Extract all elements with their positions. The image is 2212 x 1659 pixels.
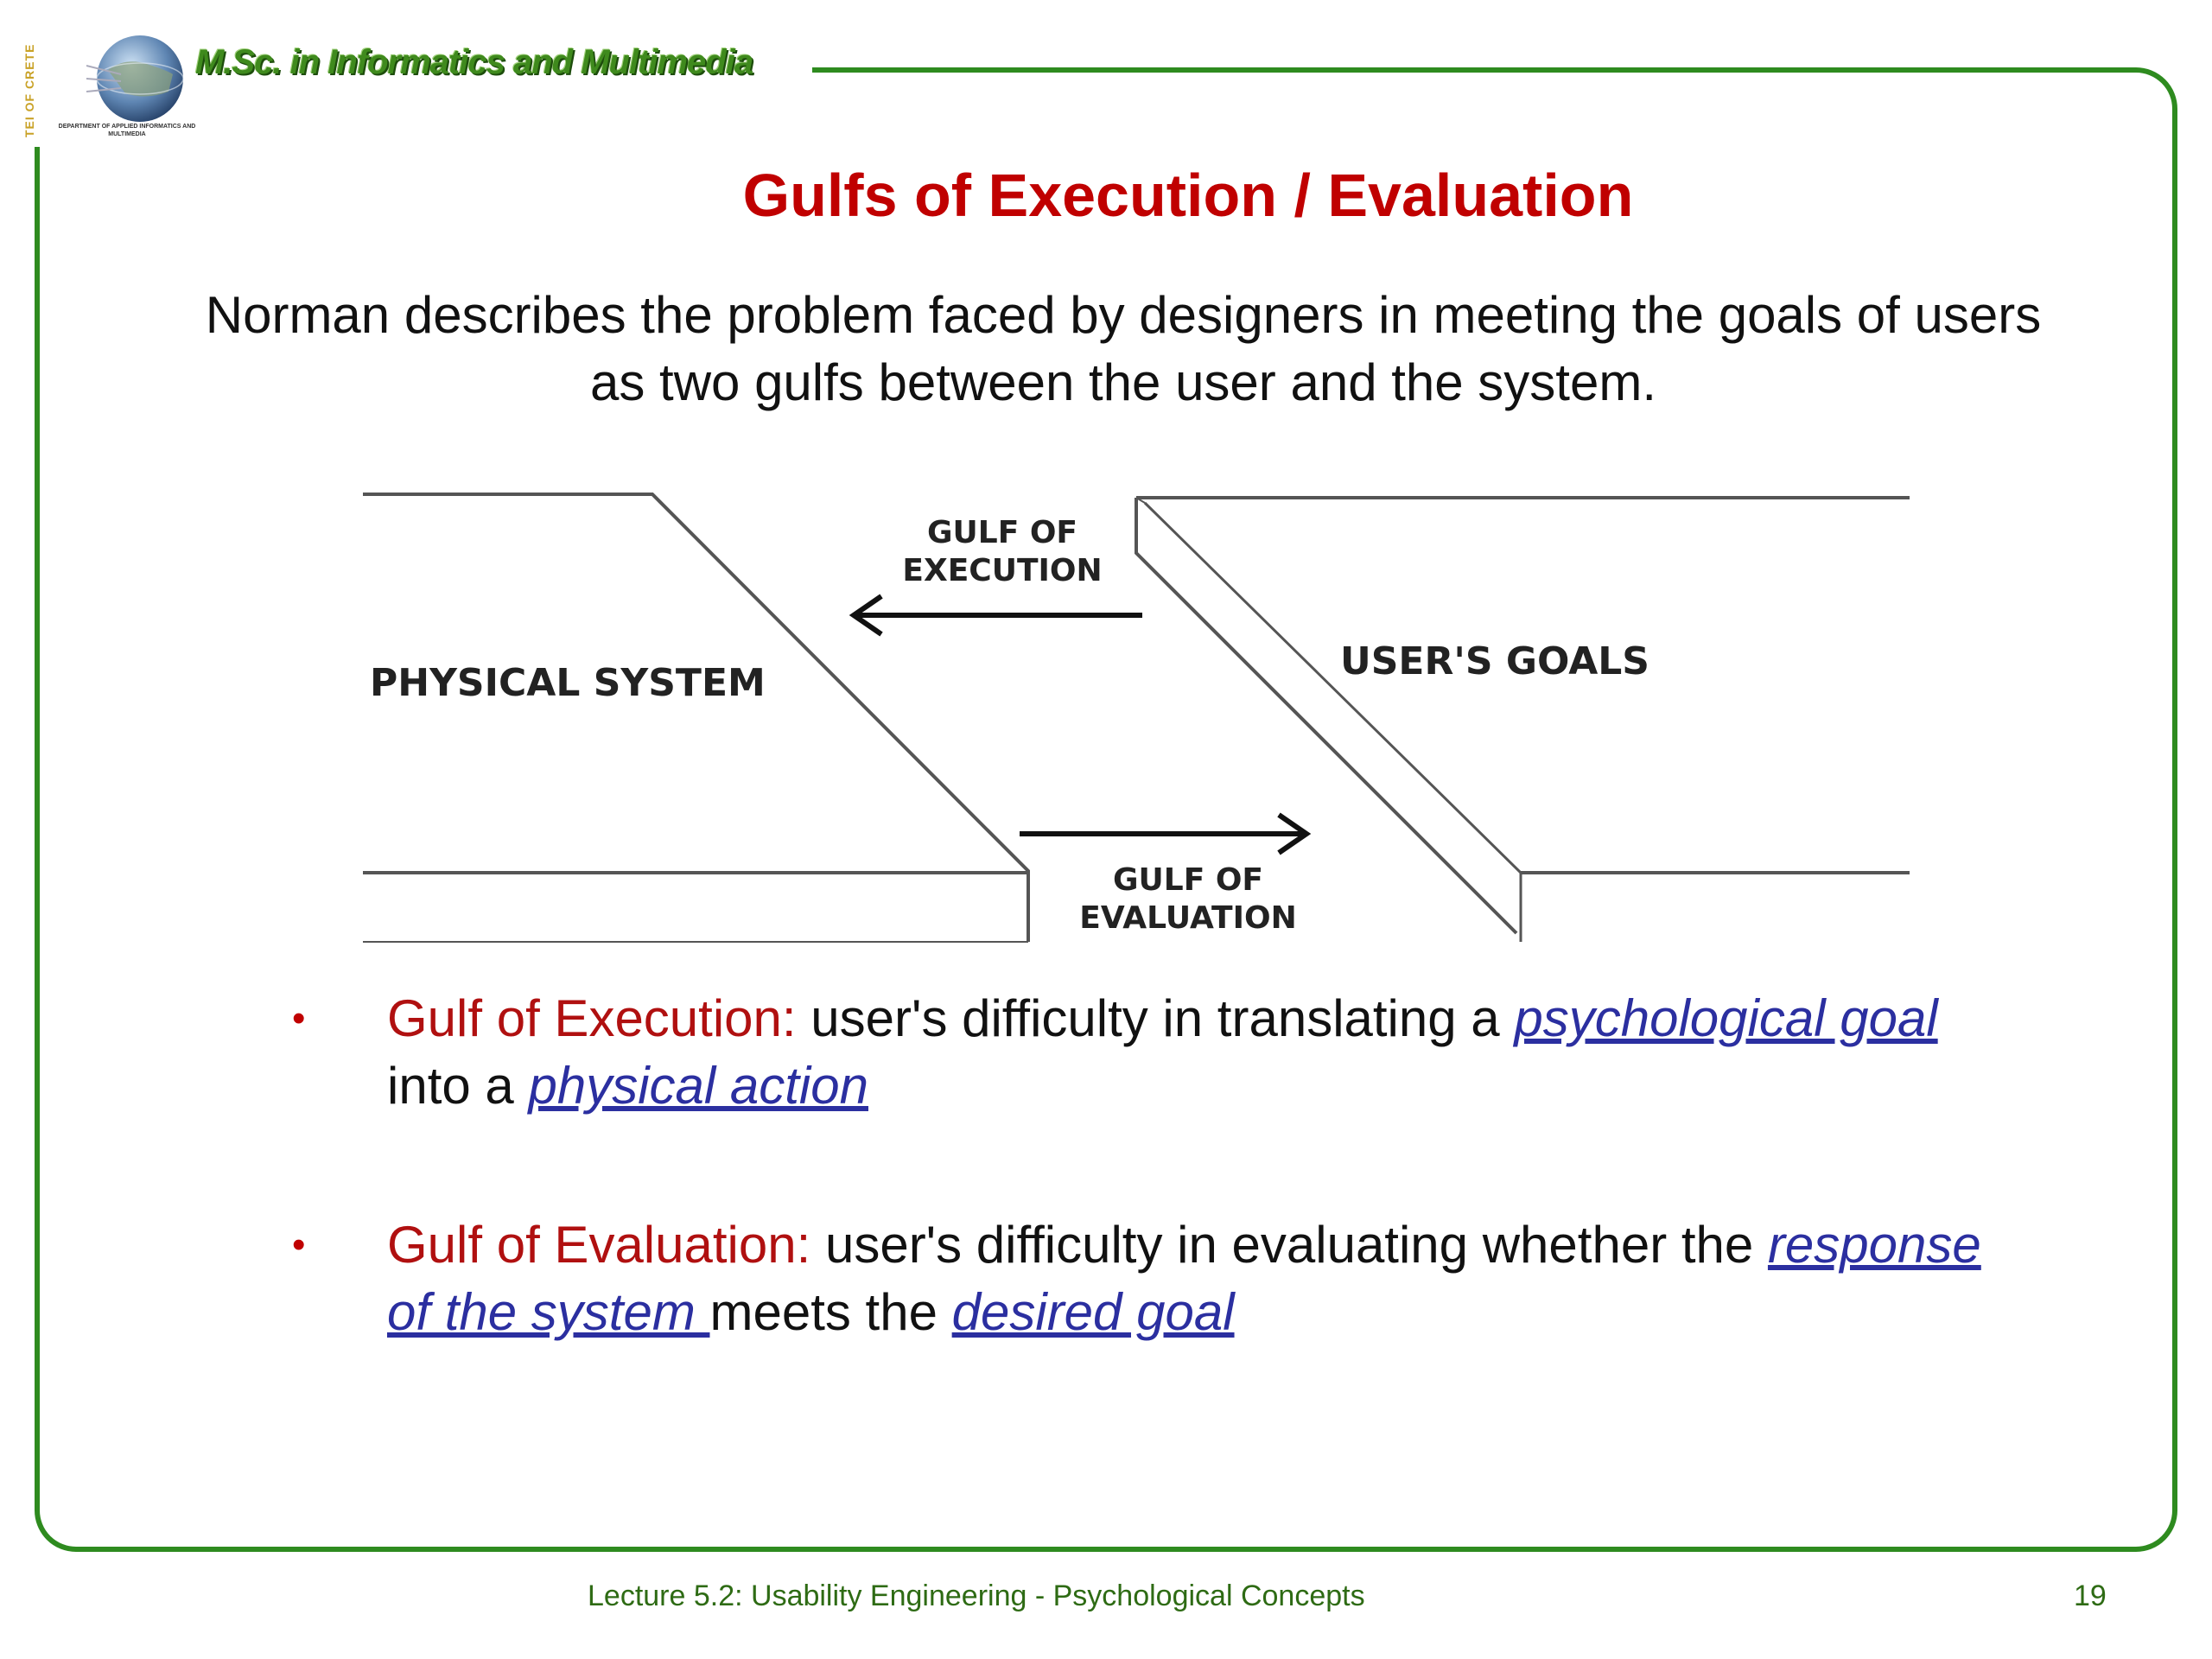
bullet-text: user's difficulty in evaluating whether the — [810, 1216, 1768, 1274]
link-desired-goal[interactable]: desired goal — [951, 1283, 1235, 1341]
institution-side-text: TEI OF CRETE — [22, 43, 36, 138]
intro-paragraph: Norman describes the problem faced by designers in meeting the goals of users as two gulfs between the user and the system. — [205, 286, 2042, 411]
link-psychological-goal[interactable]: psychological goal — [1514, 989, 1938, 1047]
program-title: M.Sc. in Informatics and Multimedia — [195, 43, 753, 81]
globe-logo-icon — [86, 31, 190, 126]
users-goals-label: USER'S GOALS — [1340, 639, 1649, 683]
bullet-item-execution — [285, 985, 2013, 1120]
bullet-text: meets the — [709, 1283, 952, 1341]
bullet-item-evaluation — [285, 1211, 2013, 1346]
bullet-text: into a — [387, 1057, 529, 1115]
bullet-marker: • — [292, 997, 306, 1039]
execution-label-line1: GULF OF — [926, 515, 1078, 550]
footer-lecture-title: Lecture 5.2: Usability Engineering - Psychological Concepts — [588, 1580, 1365, 1612]
bullet-text: user's difficulty in translating a — [796, 989, 1515, 1047]
link-physical-action[interactable]: physical action — [528, 1057, 868, 1115]
term-gulf-of-evaluation: Gulf of Evaluation: — [387, 1216, 811, 1274]
gulfs-diagram — [363, 484, 1910, 950]
department-caption: DEPARTMENT OF APPLIED INFORMATICS AND MULTIMEDIA — [58, 124, 196, 137]
bullet-marker: • — [292, 1224, 306, 1266]
bullet-list — [285, 985, 2013, 1438]
slide-title: Gulfs of Execution / Evaluation — [742, 162, 1634, 229]
term-gulf-of-execution: Gulf of Execution: — [387, 989, 797, 1047]
physical-system-label: PHYSICAL SYSTEM — [370, 661, 766, 705]
evaluation-label-line2: EVALUATION — [1079, 900, 1297, 936]
footer-page-number: 19 — [2074, 1580, 2107, 1612]
link-response-of-the-system[interactable]: response of the system — [387, 1216, 1981, 1341]
execution-label-line2: EXECUTION — [902, 553, 1103, 588]
evaluation-label-line1: GULF OF — [1112, 862, 1264, 898]
